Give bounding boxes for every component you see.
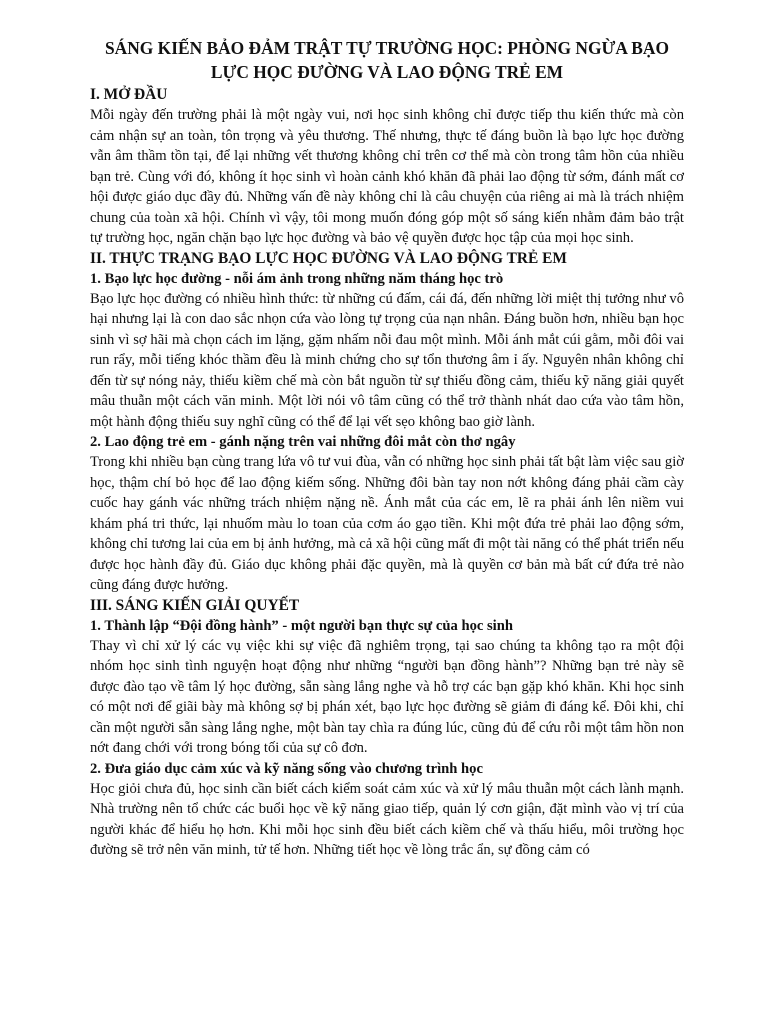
school-violence-paragraph: Bạo lực học đường có nhiều hình thức: từ những cú đấm, cái đá, đến những lời miệt thị tưởng như vô hại nhưng lại là con dao sắc nhọn cứa vào lòng tự trọng của nạn nhân. Đáng buồn hơn, nhiều bạn học sinh vì sợ hãi mà chọn cách im lặng, gặm nhấm nỗi đau một mình. Mỗi ánh mắt cúi gằm, mỗi đôi vai run rẩy, mỗi tiếng khóc thầm đều là minh chứng cho sự tổn thương âm ỉ ấy. Nguyên nhân không chỉ đến từ sự nóng nảy, thiếu kiềm chế mà còn bắt nguồn từ sự thiếu đồng cảm, thiếu kỹ năng giải quyết mâu thuẫn một cách văn minh. Một lời nói vô tâm cũng có thể trở thành nhát dao cứa vào tâm hồn, một hành động thiếu suy nghĩ cũng có thể để lại vết sẹo không bao giờ lành. — [90, 290, 684, 430]
document-page — [90, 36, 684, 861]
document-title: SÁNG KIẾN BẢO ĐẢM TRẬT TỰ TRƯỜNG HỌC: PHÒNG NGỪA BẠO LỰC HỌC ĐƯỜNG VÀ LAO ĐỘNG TRẺ EM — [105, 38, 669, 82]
companion-team-paragraph: Thay vì chỉ xử lý các vụ việc khi sự việc đã nghiêm trọng, tại sao chúng ta không tạo ra một đội nhóm học sinh tình nguyện hoạt động như những “người bạn đồng hành”? Những bạn trẻ này sẽ được đào tạo về tâm lý học đường, sẵn sàng lắng nghe và hỗ trợ các bạn gặp khó khăn. Khi học sinh có một nơi để giãi bày mà không sợ bị phán xét, bạo lực học đường sẽ giảm đi đáng kể. Đôi khi, chỉ cần một người sẵn sàng lắng nghe, một bàn tay chìa ra đúng lúc, cũng đủ để cứu rỗi một tâm hồn non nớt đang chới với trong bóng tối của sự cô đơn. — [90, 637, 684, 756]
subheading-life-skills: 2. Đưa giáo dục cảm xúc và kỹ năng sống vào chương trình học — [90, 760, 483, 777]
subheading-school-violence: 1. Bạo lực học đường - nỗi ám ảnh trong những năm tháng học trò — [90, 270, 504, 287]
subheading-child-labor: 2. Lao động trẻ em - gánh nặng trên vai những đôi mắt còn thơ ngây — [90, 434, 516, 450]
child-labor-paragraph: Trong khi nhiều bạn cùng trang lứa vô tư vui đùa, vẫn có những học sinh phải tất bật làm việc sau giờ học, thậm chí bỏ học để lao động kiếm sống. Những đôi bàn tay non nớt không đáng phải cầm cày cuốc hay gánh vác những trách nhiệm nặng nề. Ánh mắt của các em, lẽ ra phải ánh lên niềm vui khám phá tri thức, lại nhuốm màu lo toan của cơm áo gạo tiền. Khi một đứa trẻ phải lao động sớm, không chỉ tương lai của em bị ảnh hưởng, mà cả xã hội cũng mất đi một tài năng có thể phát triển nếu được học hành đầy đủ. Giáo dục không phải đặc quyền, mà là quyền cơ bản mà bất cứ đứa trẻ nào cũng đáng được hưởng. — [90, 454, 684, 593]
section-heading-solutions: III. SÁNG KIẾN GIẢI QUYẾT — [90, 596, 300, 614]
life-skills-paragraph: Học giỏi chưa đủ, học sinh cần biết cách kiểm soát cảm xúc và xử lý mâu thuẫn một cách lành mạnh. Nhà trường nên tổ chức các buổi học về kỹ năng giao tiếp, quản lý cơn giận, đặt mình vào vị trí của người khác để hiểu họ hơn. Khi mỗi học sinh đều biết cách kiềm chế và thấu hiểu, môi trường học đường sẽ trở nên văn minh, tử tế hơn. Những tiết học về lòng trắc ẩn, sự đồng cảm có — [90, 780, 684, 858]
intro-paragraph: Mỗi ngày đến trường phải là một ngày vui, nơi học sinh không chỉ được tiếp thu kiến thức mà còn cảm nhận sự an toàn, tôn trọng và yêu thương. Thế nhưng, thực tế đáng buồn là bạo lực học đường vẫn âm thầm tồn tại, để lại những vết thương không chỉ trên cơ thể mà còn trong tâm hồn của nhiều bạn trẻ. Cùng với đó, không ít học sinh vì hoàn cảnh khó khăn đã phải lao động từ sớm, đánh mất cơ hội được giáo dục đầy đủ. Những vấn đề này không chỉ là câu chuyện của riêng ai mà là trách nhiệm chung của toàn xã hội. Chính vì vậy, tôi mong muốn đóng góp một số sáng kiến nhằm đảm bảo trật tự trường học, ngăn chặn bạo lực học đường và bảo vệ quyền được học tập của mọi học sinh. — [90, 107, 684, 246]
section-heading-situation: II. THỰC TRẠNG BẠO LỰC HỌC ĐƯỜNG VÀ LAO ĐỘNG TRẺ EM — [90, 249, 567, 267]
subheading-companion-team: 1. Thành lập “Đội đồng hành” - một người bạn thực sự của học sinh — [90, 617, 513, 634]
section-heading-intro: I. MỞ ĐẦU — [90, 86, 168, 103]
